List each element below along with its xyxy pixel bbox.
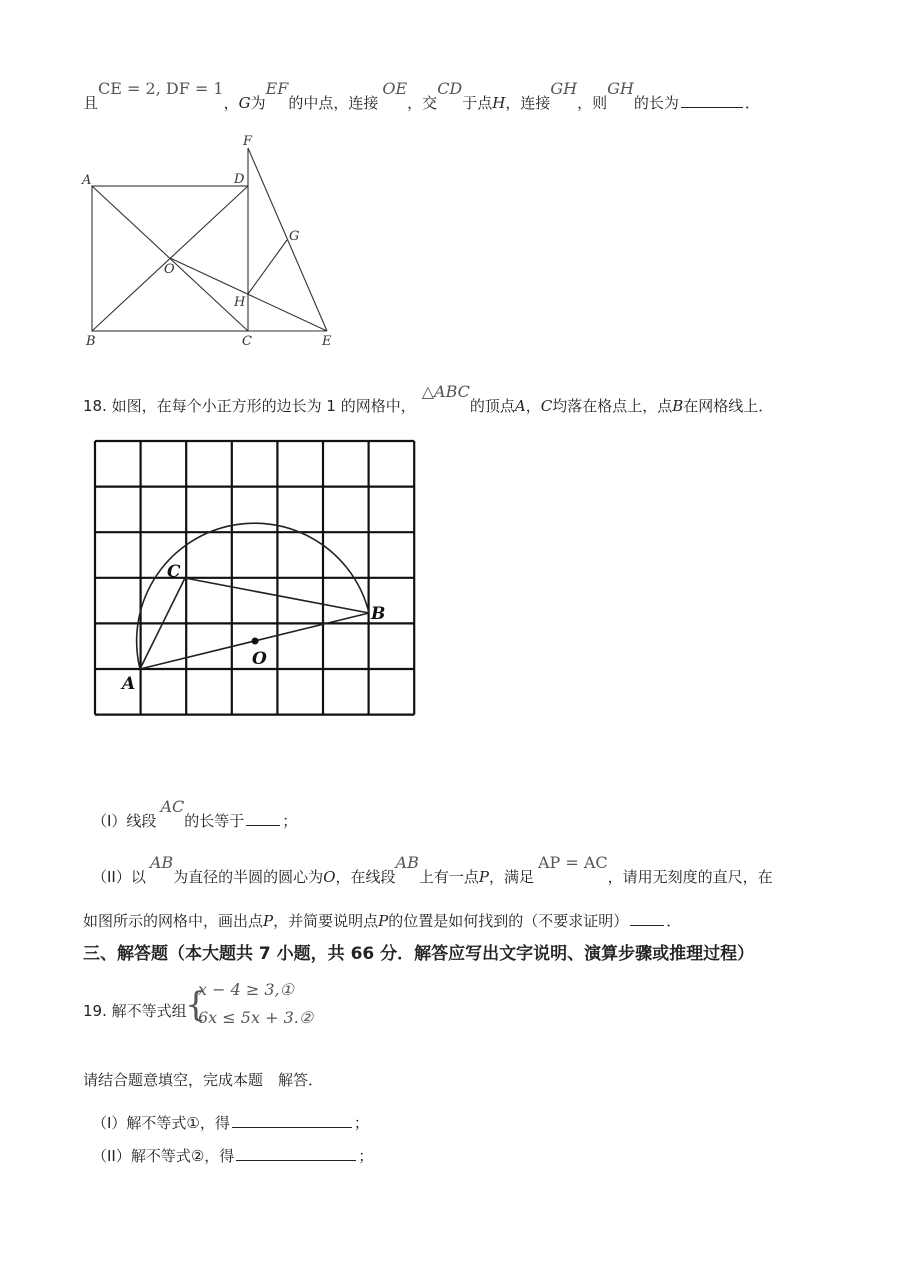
q18-p2-text: ． <box>666 912 682 930</box>
q18-p1-answer-blank[interactable] <box>246 811 280 826</box>
q17-text: ，交 <box>407 94 438 112</box>
q17-text: ， <box>223 94 239 112</box>
q18-p2-answer-blank[interactable] <box>630 911 664 926</box>
q18-point-a: A <box>514 397 526 415</box>
q18-p2-text: 的位置是如何找到的（不要求证明） <box>388 912 629 930</box>
q18-p2-text: ，请用无刻度的直尺，在 <box>607 868 773 886</box>
q18-part-1 <box>92 797 298 830</box>
q18-p2-math-ab: AB <box>149 853 174 872</box>
q17-text: 为 <box>250 94 266 112</box>
q18-statement <box>83 382 774 415</box>
q18-p2-text: ，并简要说明点 <box>273 912 379 930</box>
label-o: O <box>252 649 267 669</box>
q19-step-2-text: （II）解不等式②，得 <box>92 1147 235 1165</box>
q18-math-triangle: △ABC <box>421 382 470 401</box>
segment-fe <box>248 148 327 331</box>
q18-p2-point-o: O <box>323 868 336 886</box>
q18-part-2-line-1 <box>92 853 773 886</box>
q18-part-2-line-2 <box>83 908 681 934</box>
q19-step-2-answer-blank[interactable] <box>236 1146 356 1161</box>
label-b: B <box>371 604 386 624</box>
label-f: F <box>243 134 253 149</box>
q19-instruction: 请结合题意填空，完成本题 解答． <box>83 1071 324 1089</box>
q17-text: ． <box>744 94 760 112</box>
q17-point-h: H <box>492 94 506 112</box>
q19-step-1 <box>92 1112 369 1134</box>
q17-geometry-figure <box>78 130 348 355</box>
label-o: O <box>164 262 175 277</box>
label-a: A <box>122 674 136 694</box>
q18-p2-text: ，满足 <box>488 868 534 886</box>
q17-condition-line <box>83 79 760 112</box>
q18-p1-math-ac: AC <box>160 797 185 816</box>
q18-p2-math-ab-2: AB <box>395 853 419 872</box>
q19-step-2-end: ； <box>358 1147 374 1165</box>
q18-p2-text: 上有一点 <box>418 868 479 886</box>
label-d: D <box>234 172 245 187</box>
q18-p2-point-p-2: P <box>263 912 274 930</box>
label-h: H <box>234 295 246 310</box>
q18-text: 在网格线上． <box>683 397 774 415</box>
q19-step-1-end: ； <box>353 1114 369 1132</box>
label-c: C <box>242 334 252 349</box>
q17-point-g: G <box>238 94 251 112</box>
q17-math-ef: EF <box>265 79 289 98</box>
q18-p2-text: 如图所示的网格中，画出点 <box>83 912 264 930</box>
q19-step-1-text: （I）解不等式①，得 <box>92 1114 230 1132</box>
q17-math-ce-df: CE = 2, DF = 1 <box>98 79 224 98</box>
q18-p2-text: （II）以 <box>92 868 146 886</box>
q17-text: 于点 <box>462 94 493 112</box>
q17-text: 且 <box>83 94 99 112</box>
q17-math-gh-2: GH <box>607 79 634 98</box>
q18-p2-point-p: P <box>478 868 489 886</box>
q17-text: 的中点，连接 <box>288 94 379 112</box>
center-point-o <box>252 638 259 645</box>
q19-step-1-answer-blank[interactable] <box>232 1113 352 1128</box>
q18-text: ， <box>525 397 541 415</box>
q18-p1-text: （I）线段 <box>92 812 157 830</box>
segment-hg <box>248 240 287 294</box>
q18-p1-text: ； <box>282 812 298 830</box>
label-e: E <box>322 334 332 349</box>
q18-point-b: B <box>672 397 684 415</box>
q19-inequality-1: x − 4 ≥ 3,① <box>198 980 294 999</box>
q19-label: 19. 解不等式组 <box>83 1002 187 1020</box>
q18-text: 均落在格点上，点 <box>552 397 673 415</box>
q18-p2-text: 为直径的半圆的圆心为 <box>173 868 324 886</box>
q17-answer-blank[interactable] <box>681 93 743 108</box>
label-c: C <box>167 562 181 582</box>
q17-math-oe: OE <box>382 79 408 98</box>
q19-brace: { <box>185 985 207 1025</box>
q19-inequality-2: 6x ≤ 5x + 3.② <box>198 1008 314 1027</box>
q17-text: ，则 <box>577 94 608 112</box>
q18-p2-text: ，在线段 <box>335 868 396 886</box>
label-b: B <box>86 334 96 349</box>
q18-p2-math-ap-ac: AP = AC <box>537 853 608 872</box>
q18-p1-text: 的长等于 <box>184 812 245 830</box>
q18-p2-point-p-3: P <box>378 912 389 930</box>
grid-lines <box>95 441 414 715</box>
section-3-heading: 三、解答题（本大题共 7 小题，共 66 分．解答应写出文字说明、演算步骤或推理过程） <box>83 944 755 964</box>
q17-math-cd: CD <box>437 79 463 98</box>
label-g: G <box>289 229 300 244</box>
q17-text: 的长为 <box>633 94 679 112</box>
q18-text: 18. 如图，在每个小正方形的边长为 1 的网格中， <box>83 397 416 415</box>
q19-step-2 <box>92 1145 373 1167</box>
q18-grid-figure <box>88 435 420 725</box>
semicircle-arc <box>137 523 369 669</box>
q17-text: ，连接 <box>505 94 551 112</box>
label-a: A <box>82 173 92 188</box>
q18-point-c: C <box>540 397 553 415</box>
q17-math-gh: GH <box>550 79 578 98</box>
q18-text: 的顶点 <box>469 397 515 415</box>
